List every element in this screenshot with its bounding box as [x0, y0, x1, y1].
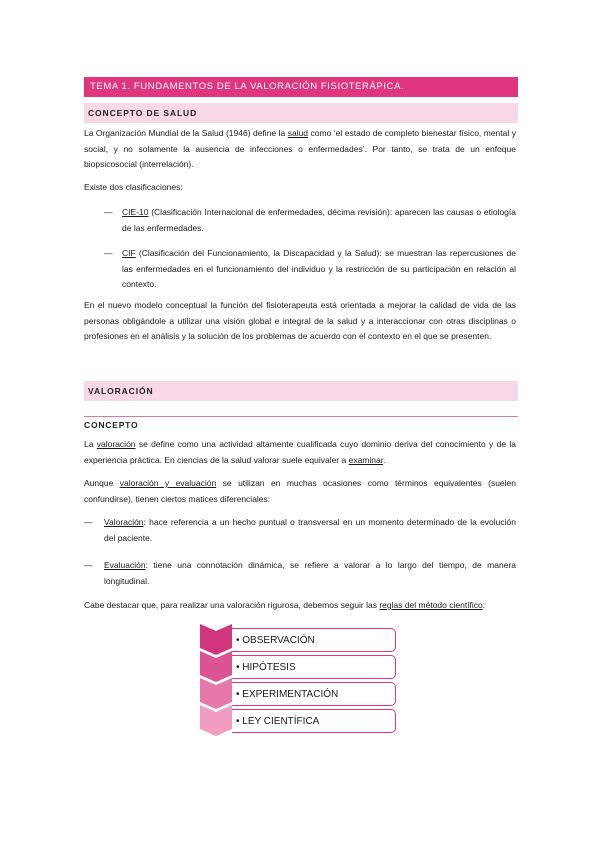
term-reglas-metodo: reglas del método científico [379, 600, 483, 610]
list-item-evaluacion: — Evaluación: tiene una connotación dinámica, se refiere a valorar a lo largo del tiempo, de manera longitudinal. [84, 560, 516, 586]
term-cie10: CIE-10 [122, 207, 149, 217]
step-observacion: • OBSERVACIÓN [232, 628, 396, 652]
paragraph-valoracion-evaluacion: Aunque valoración y evaluación se utilizan en muchas ocasiones como términos equivalentes (suelen confundirse), tienen ciertos matices diferenciales: [84, 478, 516, 504]
list-item-cie10: — CIE-10 (Clasificación Internacional de enfermedades, décima revisión): aparecen las causas o etiología de las enfermedades. [104, 207, 516, 233]
chevron-shape [200, 705, 232, 737]
dash-bullet: — [84, 517, 93, 527]
step-ley-cientifica: • LEY CIENTÍFICA [232, 709, 396, 733]
divider-line [84, 416, 518, 417]
paragraph-oms-definition: La Organización Mundial de la Salud (1946) define la salud como ‘el estado de completo bienestar físico, mental y social, y no solamente la ausencia de infecciones o enfermedades’. Por tanto, se trata de un enfoque biopsicosocial (interrelación). [84, 128, 516, 169]
term-valoracion-def: Valoración [104, 517, 144, 527]
section-heading-concepto-salud: CONCEPTO DE SALUD [84, 103, 518, 123]
term-valoracion-evaluacion: valoración y evaluación [119, 478, 217, 488]
step-hipotesis: • HIPÓTESIS [232, 655, 396, 679]
dash-bullet: — [104, 207, 113, 217]
paragraph-valoracion-definition: La valoración se define como una actividad altamente cualificada cuyo dominio deriva del conocimiento y de la experiencia práctica. En ciencias de la salud valorar suele equivaler a examinar. [84, 439, 516, 465]
paragraph-modelo-conceptual: En el nuevo modelo conceptual la función del fisioterapeuta está orientada a mejorar la calidad de vida de las personas obligándole a utilizar una visión global e integral de la salud y a interaccionar con otras disciplinas o profesiones en el análisis y la solución de los problemas de acuerdo con el contexto en el que se presenten. [84, 300, 516, 341]
scientific-method-diagram [200, 624, 400, 752]
step-experimentacion: • EXPERIMENTACIÓN [232, 682, 396, 706]
chapter-title: TEMA 1. FUNDAMENTOS DE LA VALORACIÓN FISIOTERÁPICA. [84, 77, 518, 97]
section-heading-valoracion: VALORACIÓN [84, 381, 518, 401]
dash-bullet: — [84, 560, 93, 570]
term-valoracion: valoración [96, 439, 136, 449]
term-examinar: examinar [348, 454, 384, 465]
list-item-valoracion: — Valoración: hace referencia a un hecho puntual o transversal en un momento determinado de la evolución del paciente. [84, 517, 516, 543]
term-salud: salud [287, 128, 309, 138]
dash-bullet: — [104, 248, 113, 258]
term-cif: CIF [122, 248, 136, 258]
paragraph-clasificaciones: Existe dos clasificaciones: [84, 182, 183, 192]
chevron-fill [200, 705, 232, 736]
paragraph-metodo-cientifico: Cabe destacar que, para realizar una valoración rigurosa, debemos seguir las reglas del método científico: [84, 600, 486, 610]
list-item-cif: — CIF (Clasificación del Funcionamiento, la Discapacidad y la Salud): se muestran las repercusiones de las enfermedades en el funcionamiento del individuo y la restricción de su participación en relación al contexto. [104, 248, 516, 289]
subheading-concepto: CONCEPTO [84, 420, 139, 430]
term-evaluacion-def: Evaluación [104, 560, 146, 570]
